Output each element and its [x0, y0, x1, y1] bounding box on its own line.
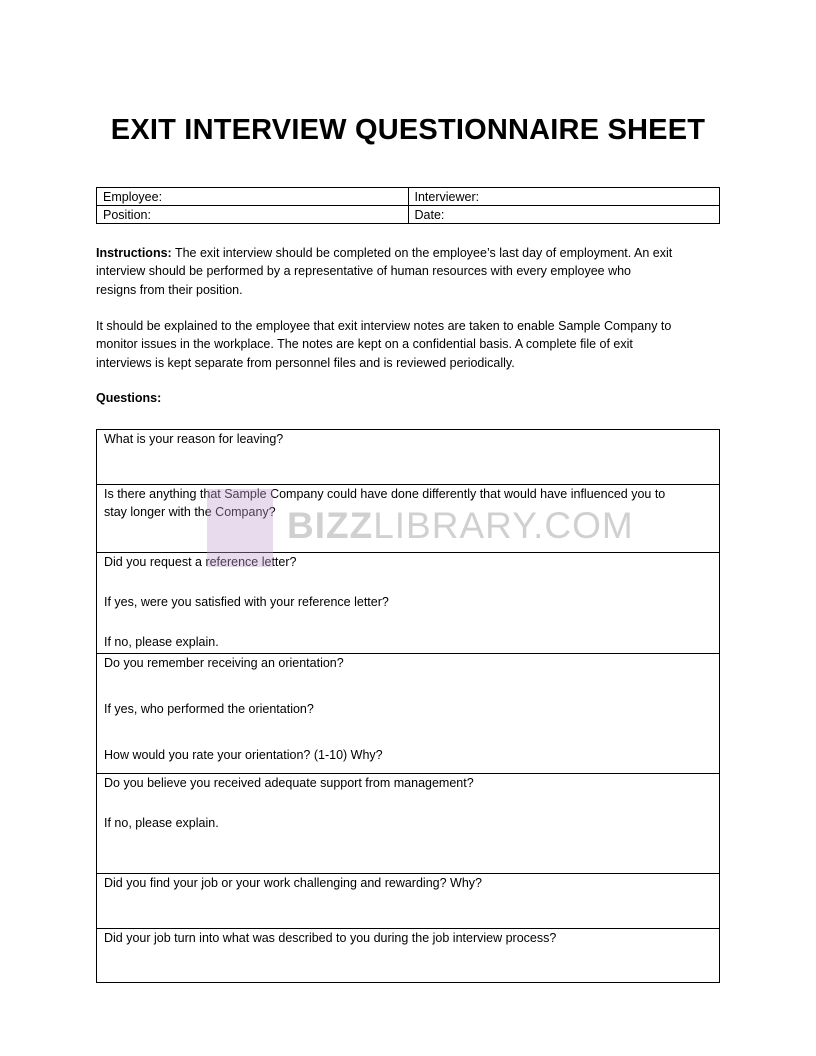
question-text: Is there anything that Sample Company could have done differently that would have influenced you to — [104, 487, 666, 501]
question-text: How would you rate your orientation? (1-10) Why? — [104, 748, 383, 762]
explanation-line: It should be explained to the employee that exit interview notes are taken to enable Sample Company to — [96, 319, 672, 333]
explanation-line: monitor issues in the workplace. The notes are kept on a confidential basis. A complete file of exit — [96, 337, 633, 352]
instructions-label: Instructions: — [96, 246, 172, 260]
watermark-bold-part: BIZZ — [287, 505, 374, 546]
employee-cell[interactable]: Employee: — [97, 188, 409, 206]
question-text: If no, please explain. — [104, 816, 219, 830]
date-cell[interactable]: Date: — [408, 206, 720, 224]
question-text: If yes, who performed the orientation? — [104, 702, 314, 716]
question-text: Did your job turn into what was described to you during the job interview process? — [104, 931, 557, 945]
questions-heading: Questions: — [96, 391, 162, 405]
explanation-paragraph — [96, 317, 720, 372]
instructions-line — [96, 244, 720, 262]
question-text: Did you find your job or your work challenging and rewarding? Why? — [104, 876, 482, 890]
explanation-line: interviews is kept separate from personnel files and is reviewed periodically. — [96, 355, 515, 370]
question-box-management-support[interactable] — [96, 773, 720, 874]
info-row — [97, 188, 720, 206]
employee-info-table — [96, 187, 720, 224]
interviewer-cell[interactable]: Interviewer: — [408, 188, 720, 206]
question-text: Do you remember receiving an orientation? — [104, 656, 344, 670]
question-text: Did you request a reference letter? — [104, 555, 297, 569]
question-text: What is your reason for leaving? — [104, 432, 284, 446]
watermark-logo-block — [207, 489, 273, 567]
question-text: If no, please explain. — [104, 635, 219, 649]
question-text: If yes, were you satisfied with your reference letter? — [104, 595, 389, 609]
watermark-light-part: LIBRARY.COM — [373, 505, 634, 546]
position-cell[interactable]: Position: — [97, 206, 409, 224]
question-text: Do you believe you received adequate support from management? — [104, 776, 474, 790]
question-box-challenging-rewarding[interactable] — [96, 873, 720, 929]
info-row — [97, 206, 720, 224]
question-box-job-as-described[interactable] — [96, 928, 720, 983]
watermark-text — [287, 505, 634, 547]
question-box-reference-letter[interactable] — [96, 552, 720, 654]
question-box-orientation[interactable] — [96, 653, 720, 774]
page-title: EXIT INTERVIEW QUESTIONNAIRE SHEET — [110, 114, 706, 146]
instructions-paragraph — [96, 244, 720, 299]
instructions-text: The exit interview should be completed on the employee’s last day of employment. An exit — [171, 246, 673, 260]
instructions-line: resigns from their position. — [96, 282, 243, 297]
question-box-reason-for-leaving[interactable] — [96, 429, 720, 485]
question-text: stay longer with the Company? — [104, 505, 276, 519]
instructions-line: interview should be performed by a representative of human resources with every employee who — [96, 264, 631, 279]
